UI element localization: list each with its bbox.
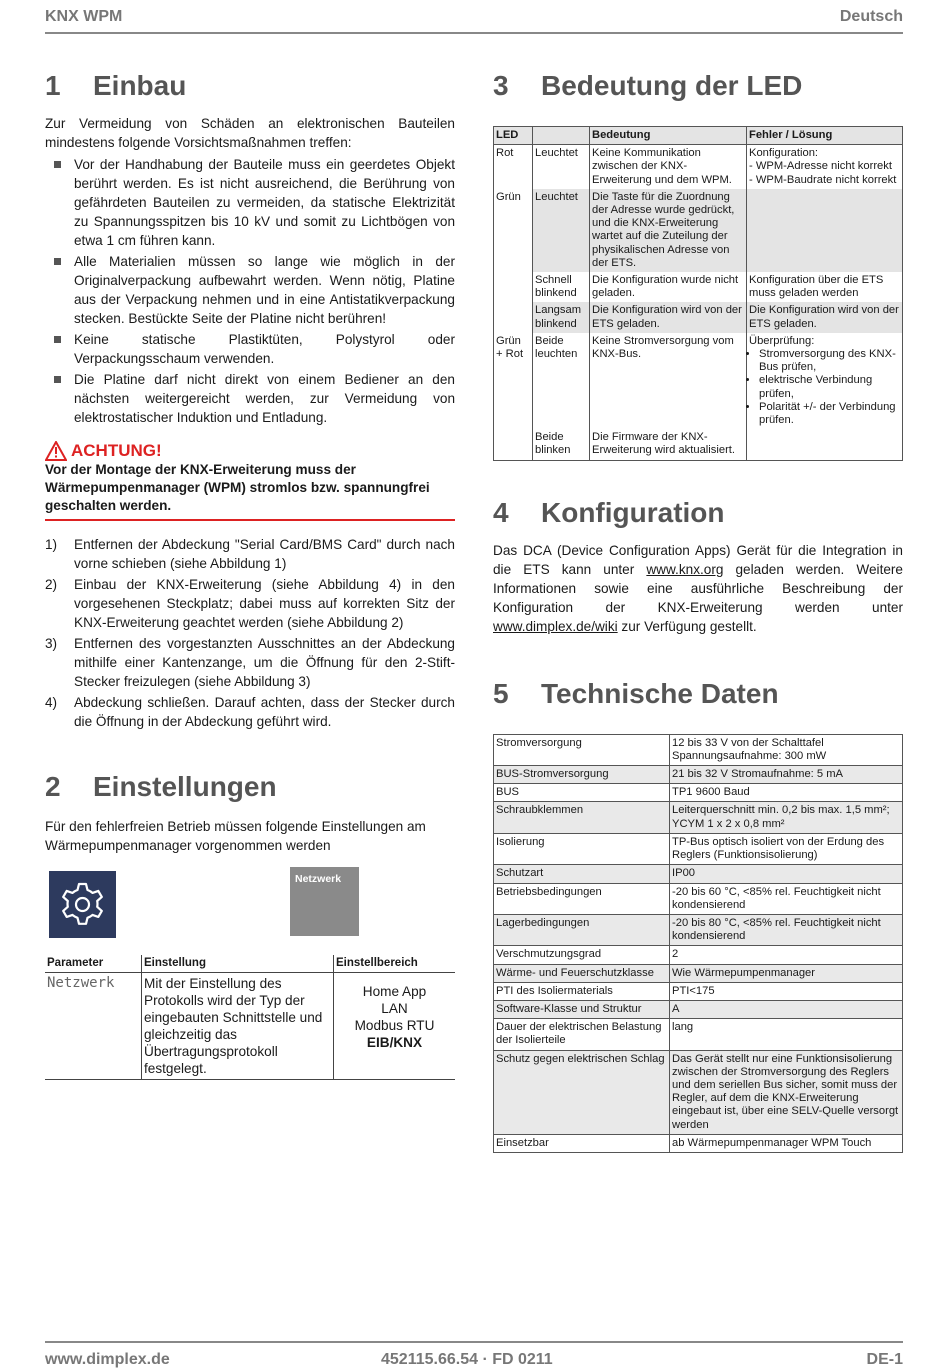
tech-label: Dauer der elektrischen Belastung der Isolierteile (494, 1019, 670, 1050)
tech-label: BUS-Stromversorgung (494, 766, 670, 784)
footer-doc-number: 452115.66.54 · FD 0211 (381, 1351, 553, 1368)
led-col-state (533, 127, 590, 145)
warning-box (45, 441, 455, 521)
range-cell (334, 973, 456, 1080)
step-number: 4) (45, 695, 58, 710)
led-cell-c4: Konfiguration: - WPM-Adresse nicht korrekt - WPM-Baudrate nicht korrekt (747, 145, 903, 189)
precaution-item: Keine statische Plastiktüten, Polystyrol oder Verpackungsschaum verwenden. (45, 330, 455, 368)
tech-row (494, 946, 903, 964)
led-cell-c1: Grün + Rot (494, 333, 533, 429)
warning-text: Vor der Montage der KNX-Erweiterung muss der Wärmepumpenmanager (WPM) stromlos bzw. spannungfrei geschalten werden. (45, 462, 430, 513)
led-cell-c4: Die Konfiguration wird von der ETS geladen. (747, 302, 903, 332)
led-cell-c4 (747, 429, 903, 460)
led-cell-c2: Beide blinken (533, 429, 590, 460)
left-column (45, 70, 455, 1080)
range-option-selected: EIB/KNX (366, 1035, 423, 1051)
led-cell-c2: Langsam blinkend (533, 302, 590, 332)
settings-tiles (45, 865, 455, 951)
col-einstellbereich: Einstellbereich (334, 955, 456, 973)
led-cell-c2: Schnell blinkend (533, 272, 590, 302)
led-row (494, 333, 903, 429)
network-tile-label: Netzwerk (295, 873, 342, 885)
step-number: 3) (45, 636, 58, 651)
led-row (494, 429, 903, 460)
header-language: Deutsch (839, 8, 903, 25)
settings-table (45, 955, 455, 1080)
section-2-heading: 2 Einstellungen (45, 771, 277, 802)
tech-label: Isolierung (494, 833, 670, 864)
led-row (494, 302, 903, 332)
page-header (45, 8, 903, 34)
led-cell-c1: Rot (494, 145, 533, 189)
tech-value: lang (670, 1019, 903, 1050)
tech-row (494, 766, 903, 784)
col-einstellung: Einstellung (142, 955, 334, 973)
tech-value: -20 bis 60 °C, <85% rel. Feuchtigkeit nicht kondensierend (670, 883, 903, 914)
tech-label: Schraubklemmen (494, 802, 670, 833)
installation-step (45, 535, 455, 573)
tech-label: Lagerbedingungen (494, 914, 670, 945)
led-cell-c2: Leuchtet (533, 189, 590, 272)
einstellung-text: Mit der Einstellung des Protokolls wird der Typ der eingebauten Schnittstelle und gleichzeitig das Übertragungsprotokoll festgelegt. (142, 973, 334, 1080)
led-cell-c4 (747, 189, 903, 272)
range-option: LAN (381, 1001, 408, 1017)
led-cell-c4 (747, 333, 903, 429)
warning-triangle-icon (45, 441, 67, 461)
led-row (494, 189, 903, 272)
section-2-intro: Für den fehlerfreien Betrieb müssen folgende Einstellungen am Wärmepumpenmanager vorgenommen werden (45, 819, 426, 853)
led-solution-item: • Stromversorgung des KNX-Bus prüfen, (759, 348, 900, 374)
tech-value: -20 bis 80 °C, <85% rel. Feuchtigkeit nicht kondensierend (670, 914, 903, 945)
tech-row (494, 865, 903, 883)
right-column (493, 70, 903, 1153)
led-cell-c3: Die Konfiguration wurde nicht geladen. (590, 272, 747, 302)
tech-row (494, 982, 903, 1000)
step-text: Entfernen der Abdeckung "Serial Card/BMS Card" durch nach vorne schieben (siehe Abbildung 1) (74, 537, 455, 571)
led-cell-c1 (494, 272, 533, 302)
section-5-heading: 5 Technische Daten (493, 677, 779, 709)
tech-value: TP1 9600 Baud (670, 784, 903, 802)
led-solution-item: • Polarität +/- der Verbindung prüfen. (759, 401, 900, 427)
precaution-item: Vor der Handhabung der Bauteile muss ein geerdetes Objekt berührt werden. Es ist nicht ausreichend, die Berührung von gefährdeten Bauteilen zu vermeiden, da statische Elektrizität zu Spannungsspitzen bis 10 kV und somit zu Lichtbögen von etwa 1 cm führen kann. (45, 155, 455, 250)
led-cell-c3: Keine Stromversorgung vom KNX-Bus. (590, 333, 747, 429)
led-cell-c3: Die Taste für die Zuordnung der Adresse wurde gedrückt, und die KNX-Erweiterung wartet auf die Zuteilung der physikalischen Adresse von der ETS. (590, 189, 747, 272)
page-footer (45, 1341, 903, 1371)
led-solution-head: Überprüfung: (749, 334, 815, 347)
col-parameter: Parameter (45, 955, 142, 973)
led-cell-c2: Leuchtet (533, 145, 590, 189)
network-tile[interactable] (290, 867, 359, 936)
installation-step (45, 575, 455, 632)
led-cell-c1 (494, 302, 533, 332)
section-4-text: Das DCA (Device Configuration Apps) Gerät für die Integration in die ETS kann unter www.knx.org geladen werden. Weitere Informationen sowie eine ausführliche Beschreibung der Konfiguration der KNX-Erweiterung werden unter www.dimplex.de/wiki zur Verfügung gestellt. (493, 542, 903, 634)
tech-row (494, 1000, 903, 1018)
tech-row (494, 833, 903, 864)
tech-row (494, 784, 903, 802)
tech-data-table (493, 734, 903, 1153)
tech-row (494, 1019, 903, 1050)
precaution-item: Alle Materialien müssen so lange wie möglich in der Originalverpackung aufbewahrt werden. Wenn nötig, Platine aus der Verpackung nehmen und in eine Antistatikverpackung stecken. Bestückte Seite der Platine nicht berühren! (45, 252, 455, 328)
step-text: Entfernen des vorgestanzten Ausschnittes an der Abdeckung mithilfe einer Kantenzange, um die Öffnung für den 2-Stift-Stecker freizulegen (siehe Abbildung 3) (74, 636, 455, 689)
tech-value: TP-Bus optisch isoliert von der Erdung des Reglers (Funktionsisolierung) (670, 833, 903, 864)
tech-row (494, 734, 903, 765)
section-4-heading: 4 Konfiguration (493, 496, 725, 528)
section-1-heading: 1 Einbau (45, 70, 187, 101)
range-option: Modbus RTU (354, 1018, 435, 1034)
tech-value: 21 bis 32 V Stromaufnahme: 5 mA (670, 766, 903, 784)
header-product: KNX WPM (45, 8, 123, 25)
tech-value: 2 (670, 946, 903, 964)
tech-label: Schutzart (494, 865, 670, 883)
step-number: 2) (45, 577, 58, 592)
step-text: Einbau der KNX-Erweiterung (siehe Abbildung 4) in den vorgesehenen Steckplatz; dabei muss auf korrekten Sitz der KNX-Erweiterung geachtet werden (siehe Abbildung 2) (74, 577, 455, 630)
knx-link[interactable]: www.knx.org (646, 561, 724, 577)
tech-label: Verschmutzungsgrad (494, 946, 670, 964)
tech-value: PTI<175 (670, 982, 903, 1000)
tech-label: Software-Klasse und Struktur (494, 1000, 670, 1018)
tech-value: Das Gerät stellt nur eine Funktionsisolierung zwischen der Stromversorgung des Reglers und dem seriellen Bus sicher, somit muss der Regler, auf dem die KNX-Erweiterung eingebaut ist, über eine SELV-Quelle versorgt werden (670, 1050, 903, 1134)
dimplex-wiki-link[interactable]: www.dimplex.de/wiki (493, 618, 618, 634)
range-option: Home App (362, 984, 427, 1000)
step-text: Abdeckung schließen. Darauf achten, dass der Stecker durch die Öffnung in der Abdeckung geführt wird. (74, 695, 455, 729)
settings-tile[interactable] (49, 871, 116, 938)
tech-row (494, 1134, 903, 1152)
tech-row (494, 802, 903, 833)
tech-value: Leiterquerschnitt min. 0,2 bis max. 1,5 mm²; YCYM 1 x 2 x 0,8 mm² (670, 802, 903, 833)
section-1-intro: Zur Vermeidung von Schäden an elektronischen Bauteilen mindestens folgende Vorsichtsmaßnahmen treffen: (45, 116, 455, 150)
tech-label: Stromversorgung (494, 734, 670, 765)
led-solution-item: • elektrische Verbindung prüfen, (759, 374, 900, 400)
tech-label: Wärme- und Feuerschutzklasse (494, 964, 670, 982)
tech-row (494, 964, 903, 982)
tech-label: Betriebsbedingungen (494, 883, 670, 914)
installation-steps (45, 535, 455, 731)
led-cell-c1: Grün (494, 189, 533, 272)
led-table (493, 126, 903, 461)
led-cell-c3: Keine Kommunikation zwischen der KNX-Erweiterung und dem WPM. (590, 145, 747, 189)
installation-step (45, 634, 455, 691)
param-value: Netzwerk (45, 973, 142, 1080)
tech-row (494, 914, 903, 945)
led-col-meaning: Bedeutung (590, 127, 747, 145)
led-cell-c4: Konfiguration über die ETS muss geladen werden (747, 272, 903, 302)
precautions-list (45, 155, 455, 427)
tech-label: Schutz gegen elektrischen Schlag (494, 1050, 670, 1134)
tech-value: A (670, 1000, 903, 1018)
tech-label: BUS (494, 784, 670, 802)
installation-step (45, 693, 455, 731)
section-3-heading: 3 Bedeutung der LED (493, 70, 803, 101)
tech-value: ab Wärmepumpenmanager WPM Touch (670, 1134, 903, 1152)
tech-value: IP00 (670, 865, 903, 883)
tech-label: PTI des Isoliermaterials (494, 982, 670, 1000)
led-col-solution: Fehler / Lösung (747, 127, 903, 145)
led-cell-c3: Die Konfiguration wird von der ETS geladen. (590, 302, 747, 332)
footer-page-number: DE-1 (866, 1351, 903, 1368)
tech-label: Einsetzbar (494, 1134, 670, 1152)
led-row (494, 145, 903, 189)
led-cell-c2: Beide leuchten (533, 333, 590, 429)
warning-title: ACHTUNG! (45, 441, 455, 461)
led-cell-c1 (494, 429, 533, 460)
tech-row (494, 1050, 903, 1134)
gear-icon (49, 871, 116, 938)
tech-value: Wie Wärmepumpenmanager (670, 964, 903, 982)
precaution-item: Die Platine darf nicht direkt von einem Bediener an den nächsten weitergereicht werden, zur Vermeidung von elektrostatischer Induktion und Entladung. (45, 370, 455, 427)
led-row (494, 272, 903, 302)
tech-row (494, 883, 903, 914)
footer-website: www.dimplex.de (45, 1351, 170, 1368)
led-col-led: LED (494, 127, 533, 145)
led-cell-c3: Die Firmware der KNX-Erweiterung wird aktualisiert. (590, 429, 747, 460)
tech-value: 12 bis 33 V von der Schalttafel Spannungsaufnahme: 300 mW (670, 734, 903, 765)
step-number: 1) (45, 537, 58, 552)
